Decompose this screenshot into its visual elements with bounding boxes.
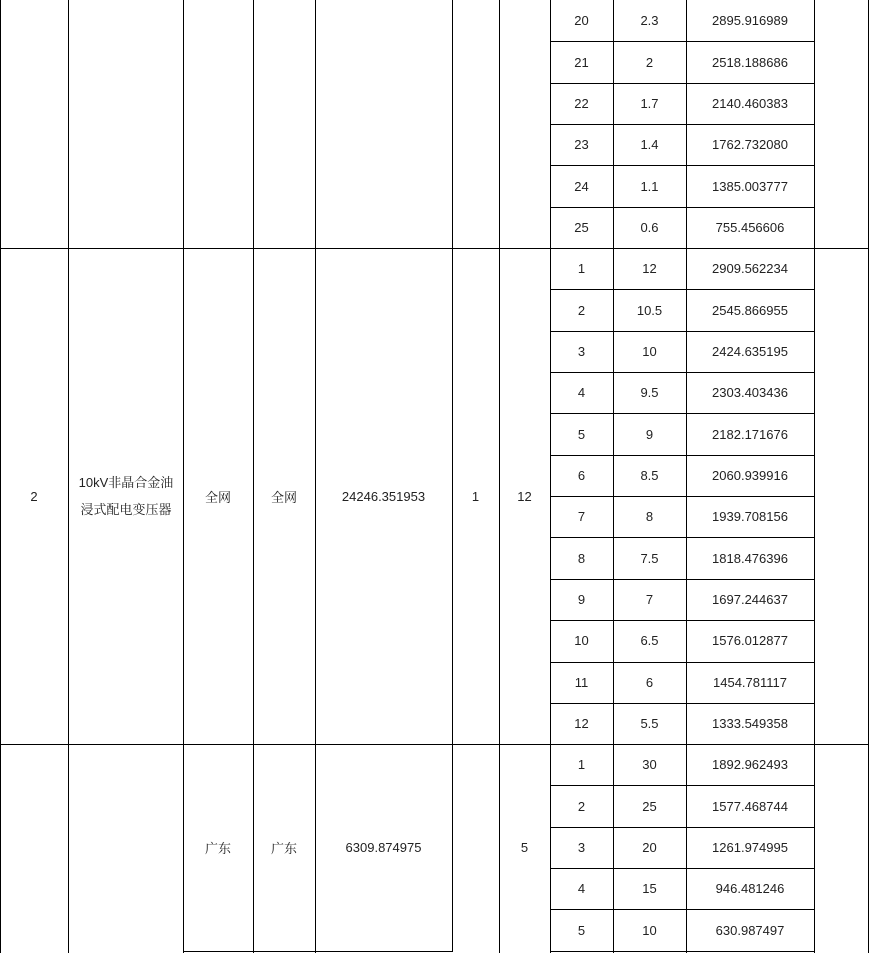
row2-total-amount-cell: 24246.351953 (341, 488, 426, 504)
row2-tier-amount-cell: 1939.708156 (712, 509, 788, 525)
row2-subregion-cell: 全网 (270, 489, 297, 505)
row2-tier-pct-cell: 12 (642, 261, 657, 277)
row2-tier-tier-cell: 9 (577, 591, 586, 607)
row2-tier-tier-cell: 2 (577, 302, 586, 318)
row2-tier-amount-cell: 1576.012877 (712, 633, 788, 649)
grid-line (550, 909, 815, 910)
grid-line (499, 0, 500, 953)
top-section-tier-amount-cell: 755.456606 (715, 219, 785, 235)
row3-tier-amount-cell: 1261.974995 (712, 839, 788, 855)
grid-line (550, 579, 815, 580)
row2-tier-amount-cell: 2060.939916 (712, 467, 788, 483)
row2-tier-amount-cell: 2303.403436 (712, 385, 788, 401)
grid-line (613, 0, 614, 953)
top-section-tier-tier-cell: 22 (574, 95, 589, 111)
grid-line (550, 331, 815, 332)
row2-tier-tier-cell: 4 (577, 385, 586, 401)
grid-line (183, 0, 184, 953)
row2-tier-pct-cell: 10 (642, 343, 657, 359)
row2-tier-tier-cell: 6 (577, 467, 586, 483)
grid-line (550, 83, 815, 84)
top-section-tier-pct-cell: 2.3 (640, 13, 659, 29)
row2-tier-pct-cell: 5.5 (640, 716, 659, 732)
grid-line (550, 289, 815, 290)
grid-line (550, 413, 815, 414)
row2-tier-pct-cell: 6 (645, 674, 654, 690)
row3-tier-count-cell: 5 (520, 840, 529, 855)
row3-tier-tier-cell: 2 (577, 798, 586, 814)
grid-line (550, 620, 815, 621)
row2-tier-tier-cell: 5 (577, 426, 586, 442)
top-section-tier-pct-cell: 2 (645, 54, 654, 70)
row2-tier-pct-cell: 7.5 (640, 550, 659, 566)
row3-tier-amount-cell: 1577.468744 (712, 798, 788, 814)
row3-tier-pct-cell: 20 (642, 839, 657, 855)
row3-tier-amount-cell: 946.481246 (715, 881, 785, 897)
row2-index-cell: 2 (30, 488, 38, 504)
row2-tier-pct-cell: 8 (645, 509, 654, 525)
row3-tier-amount-cell: 1892.962493 (712, 757, 788, 773)
row3-region-cell: 广东 (204, 841, 231, 856)
row2-tier-pct-cell: 9.5 (640, 385, 659, 401)
grid-line (550, 662, 815, 663)
row2-tier-tier-cell: 7 (577, 509, 586, 525)
row2-tier-tier-cell: 3 (577, 343, 586, 359)
row2-tier-pct-cell: 6.5 (640, 633, 659, 649)
top-section-tier-pct-cell: 1.7 (640, 95, 659, 111)
grid-line (550, 41, 815, 42)
grid-line (183, 951, 453, 952)
top-section-tier-tier-cell: 23 (574, 137, 589, 153)
grid-line (315, 0, 316, 953)
row3-tier-pct-cell: 25 (642, 798, 657, 814)
top-section-tier-amount-cell: 2895.916989 (712, 13, 788, 29)
row3-tier-amount-cell: 630.987497 (715, 922, 785, 938)
row2-tier-amount-cell: 1818.476396 (712, 550, 788, 566)
top-section-tier-tier-cell: 20 (574, 13, 589, 29)
top-section-tier-amount-cell: 2140.460383 (712, 95, 788, 111)
row3-subregion-cell: 广东 (270, 841, 297, 856)
row2-tier-amount-cell: 2909.562234 (712, 261, 788, 277)
row3-tier-tier-cell: 1 (577, 757, 586, 773)
grid-line (550, 785, 815, 786)
grid-line (550, 496, 815, 497)
row2-region-cell: 全网 (204, 489, 231, 505)
row2-tier-tier-cell: 1 (577, 261, 586, 277)
row2-tier-tier-cell: 10 (574, 633, 589, 649)
top-section-tier-amount-cell: 1762.732080 (712, 137, 788, 153)
top-section-tier-pct-cell: 1.1 (640, 178, 659, 194)
grid-line (550, 951, 815, 952)
grid-line (550, 537, 815, 538)
row2-tier-pct-cell: 7 (645, 591, 654, 607)
grid-line (550, 0, 551, 953)
grid-line (550, 207, 815, 208)
grid-line (550, 372, 815, 373)
row2-tier-amount-cell: 2424.635195 (712, 343, 788, 359)
row3-tier-tier-cell: 5 (577, 922, 586, 938)
row2-product-name-cell: 10kV非晶合金油浸式配电变压器 (78, 475, 174, 517)
grid-line (550, 165, 815, 166)
grid-line (0, 248, 869, 249)
row2-tier-amount-cell: 1697.244637 (712, 591, 788, 607)
top-section-tier-tier-cell: 24 (574, 178, 589, 194)
grid-line (253, 0, 254, 953)
grid-line (550, 827, 815, 828)
row2-tier-tier-cell: 8 (577, 550, 586, 566)
row2-tier-amount-cell: 2182.171676 (712, 426, 788, 442)
row2-tier-amount-cell: 2545.866955 (712, 302, 788, 318)
row3-tier-pct-cell: 10 (642, 922, 657, 938)
grid-line (0, 744, 869, 745)
row3-tier-tier-cell: 4 (577, 881, 586, 897)
row2-tier-amount-cell: 1454.781117 (713, 674, 787, 690)
grid-line (550, 455, 815, 456)
row3-total-amount-cell: 6309.874975 (345, 840, 422, 855)
grid-line (814, 0, 815, 953)
top-section-tier-amount-cell: 1385.003777 (712, 178, 788, 194)
grid-line (550, 868, 815, 869)
row2-tier-pct-cell: 9 (645, 426, 654, 442)
top-section-tier-pct-cell: 1.4 (640, 137, 659, 153)
row2-tier-tier-cell: 11 (574, 674, 589, 690)
top-section-tier-tier-cell: 25 (574, 219, 589, 235)
row2-tier-tier-cell: 12 (574, 716, 589, 732)
top-section-tier-amount-cell: 2518.188686 (712, 54, 788, 70)
grid-line (686, 0, 687, 953)
row2-tier-pct-cell: 10.5 (636, 302, 663, 318)
grid-line (452, 0, 453, 951)
row3-tier-pct-cell: 30 (642, 757, 657, 773)
top-section-tier-pct-cell: 0.6 (640, 219, 659, 235)
row3-tier-tier-cell: 3 (577, 839, 586, 855)
top-section-tier-tier-cell: 21 (574, 54, 589, 70)
grid-line (0, 0, 1, 953)
row2-tier-count-cell: 12 (517, 488, 532, 504)
row2-tier-amount-cell: 1333.549358 (712, 716, 788, 732)
grid-line (550, 703, 815, 704)
grid-line (550, 124, 815, 125)
grid-line (68, 0, 69, 953)
row2-package-count-cell: 1 (471, 488, 480, 504)
row2-tier-pct-cell: 8.5 (640, 467, 659, 483)
row3-tier-pct-cell: 15 (642, 881, 657, 897)
